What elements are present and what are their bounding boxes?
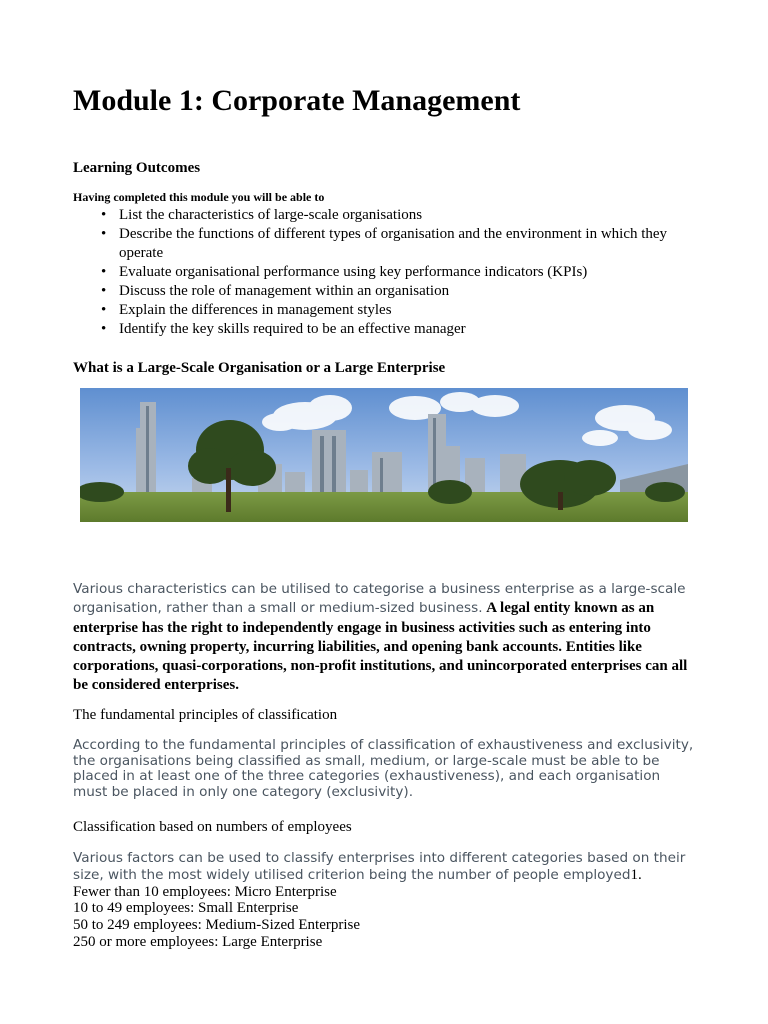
employees-heading: Classification based on numbers of employees	[73, 819, 352, 835]
paragraph-bold: A legal entity known as an enterprise has the right to independently engage in business activities such as entering into contracts, owning property, incurring liabilities, and opening bank accounts. Entities like corporations, quasi-corporations, non-profit institutions, and unincorporated enterprises can all be considered enterprises.	[73, 600, 688, 694]
list-item: 250 or more employees: Large Enterprise	[73, 933, 323, 950]
employees-text: Various factors can be used to classify enterprises into different categories based on their size, with the most widely utilised criterion being the number of people employed	[73, 850, 686, 883]
learning-outcomes-list	[73, 206, 713, 339]
list-item: • Describe the functions of different types of organisation and the environment in which they operate	[73, 225, 713, 263]
list-item: • Identify the key skills required to be an effective manager	[73, 320, 713, 339]
page-title: Module 1: Corporate Management	[73, 84, 521, 117]
learning-outcomes-heading: Learning Outcomes	[73, 160, 201, 176]
learning-outcomes-intro: Having completed this module you will be able to	[73, 190, 325, 204]
list-item: 10 to 49 employees: Small Enterprise	[73, 900, 299, 917]
list-item: • Evaluate organisational performance using key performance indicators (KPIs)	[73, 263, 713, 282]
employees-paragraph	[73, 850, 698, 951]
list-item: • List the characteristics of large-scale organisations	[73, 206, 713, 225]
list-item: Fewer than 10 employees: Micro Enterprise	[73, 883, 337, 900]
list-item: • Discuss the role of management within an organisation	[73, 282, 713, 301]
section-paragraph	[73, 580, 698, 696]
section-heading: What is a Large-Scale Organisation or a Large Enterprise	[73, 360, 446, 376]
list-item: 50 to 249 employees: Medium-Sized Enterprise	[73, 917, 361, 934]
footnote-marker: 1.	[630, 866, 642, 883]
city-skyline-image	[80, 388, 688, 522]
principles-paragraph: According to the fundamental principles of classification of exhaustiveness and exclusivity, the organisations being classified as small, medium, or large-scale must be able to be placed in at least one of the three categories (exhaustiveness), and each organisation must be placed in only one category (exclusivity).	[73, 737, 694, 800]
principles-heading: The fundamental principles of classification	[73, 707, 338, 723]
list-item: • Explain the differences in management styles	[73, 301, 713, 320]
paragraph-lead: Various characteristics can be utilised to categorise a business enterprise as a large-scale organisation, rather than a small or medium-sized business.	[73, 581, 686, 617]
